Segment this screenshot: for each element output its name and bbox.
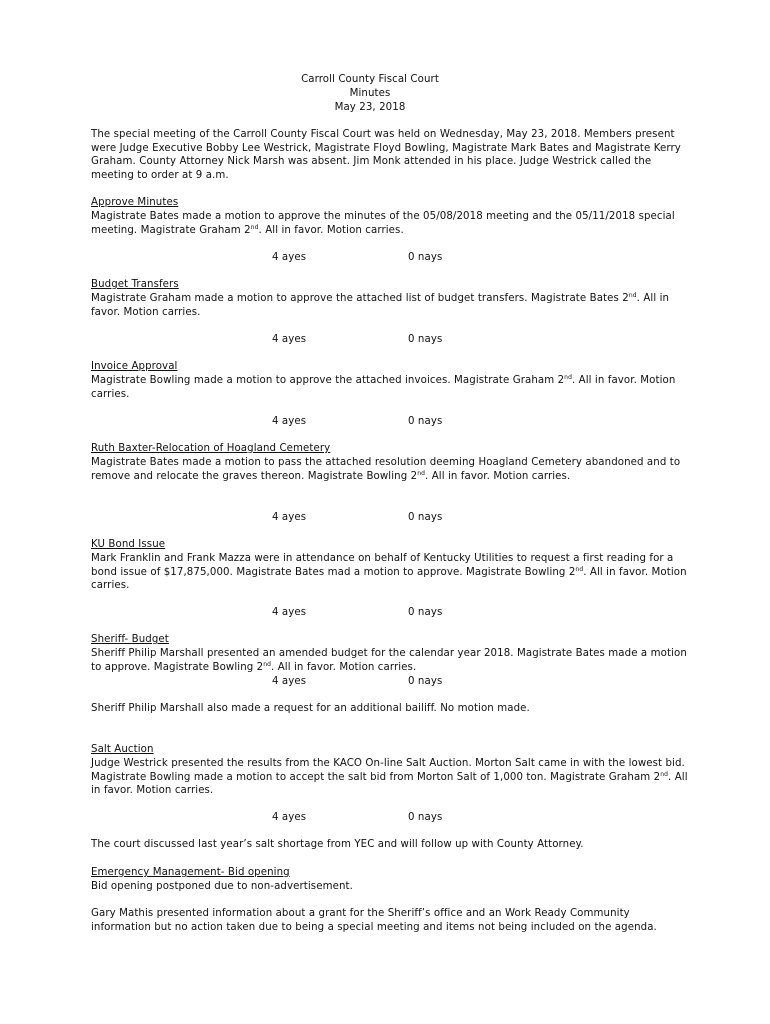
ayes-count: 4 ayes [272,812,307,823]
section-body-ku-bond [91,552,691,593]
grant-paragraph: Gary Mathis presented information about a grant for the Sheriff’s office and an Work Ready Community information but no action taken due to being a special meeting and items not being included on the agenda. [91,908,657,933]
section-heading-budget-transfers: Budget Transfers [91,279,179,290]
body-text-end: . All in favor. Motion carries. [258,224,404,236]
section-heading-invoice-approval: Invoice Approval [91,361,178,372]
ordinal-suffix: nd [250,223,259,231]
nays-count: 0 nays [408,812,443,823]
nays-count: 0 nays [408,252,443,263]
section-body-approve-minutes [91,210,691,237]
ordinal-suffix: nd [564,374,572,381]
ayes-count: 4 ayes [272,512,307,523]
section-heading-ku-bond: KU Bond Issue [91,539,166,550]
ordinal-suffix: nd [417,469,426,477]
header-subtitle: Minutes [349,88,391,99]
nays-count: 0 nays [408,676,443,687]
body-text-end: . All in favor. Motion carries. [91,293,670,318]
ordinal-suffix: nd [660,770,669,778]
body-text: Judge Westrick presented the results from the KACO On-line Salt Auction. Morton Salt came in with the lowest bid. Magistrate Bowling made a motion to accept the salt bid from Morton Salt of 1,000 ton. Magistrate Graham 2 [91,758,685,783]
section-body-emergency-management: Bid opening postponed due to non-advertisement. [91,881,353,892]
ayes-count: 4 ayes [272,676,307,687]
section-heading-salt-auction: Salt Auction [91,744,154,755]
ordinal-suffix: nd [575,565,584,573]
body-text-end: . All in favor. Motion carries. [91,771,688,797]
body-text-end: . All in favor. Motion carries. [91,566,687,592]
vote-tally [0,251,770,265]
vote-tally [0,675,770,689]
body-text: Magistrate Bates made a motion to pass the attached resolution deeming Hoagland Cemetery abandoned and to remove and relocate the graves thereon. Magistrate Bowling 2 [91,457,681,482]
body-text-end: . All in favor. Motion carries. [91,375,676,400]
nays-count: 0 nays [408,512,443,523]
salt-shortage-note: The court discussed last year’s salt shortage from YEC and will follow up with County Attorney. [91,839,584,850]
nays-count: 0 nays [408,607,443,618]
vote-tally [0,811,770,825]
ordinal-suffix: nd [628,292,637,299]
nays-count: 0 nays [408,416,443,427]
section-body-budget-transfers [91,292,691,319]
body-text: Magistrate Bowling made a motion to approve the attached invoices. Magistrate Graham 2 [91,375,565,386]
body-text: Magistrate Bates made a motion to approve the minutes of the 05/08/2018 meeting and the 05/11/2018 special meeting. Magistrate Graham 2 [91,211,675,236]
ordinal-suffix: nd [263,660,272,668]
document-header [0,73,740,115]
section-heading-approve-minutes: Approve Minutes [91,197,179,208]
body-text-end: . All in favor. Motion carries. [425,470,571,482]
vote-tally [0,333,770,347]
vote-tally [0,606,770,620]
intro-paragraph: The special meeting of the Carroll County Fiscal Court was held on Wednesday, May 23, 2018. Members present were Judge Executive Bobby Lee Westrick, Magistrate Floyd Bowling, Magistrate Mark Bates and Magistrate Kerry Graham. County Attorney Nick Marsh was absent. Jim Monk attended in his place. Judge Westrick called the meeting to order at 9 a.m. [91,129,681,181]
section-body-invoice-approval [91,374,691,401]
ayes-count: 4 ayes [272,334,307,345]
section-heading-sheriff-budget: Sheriff- Budget [91,634,169,645]
section-heading-emergency-management: Emergency Management- Bid opening [91,867,290,878]
section-body-ruth-baxter [91,456,691,483]
body-text: Sheriff Philip Marshall presented an amended budget for the calendar year 2018. Magistrate Bates made a motion to approve. Magistrate Bowling 2 [91,648,687,673]
header-title: Carroll County Fiscal Court [301,74,439,85]
body-text: Magistrate Graham made a motion to approve the attached list of budget transfers. Magistrate Bates 2 [91,293,629,304]
sheriff-bailiff-note: Sheriff Philip Marshall also made a request for an additional bailiff. No motion made. [91,703,530,714]
ayes-count: 4 ayes [272,252,307,263]
ayes-count: 4 ayes [272,416,307,427]
body-text: Mark Franklin and Frank Mazza were in attendance on behalf of Kentucky Utilities to request a first reading for a bond issue of $17,875,000. Magistrate Bates mad a motion to approve. Magistrate Bowling 2 [91,553,674,578]
section-body-sheriff-budget [91,647,691,674]
header-date: May 23, 2018 [334,102,406,113]
section-body-salt-auction [91,757,691,798]
body-text-end: . All in favor. Motion carries. [271,661,417,673]
ayes-count: 4 ayes [272,607,307,618]
vote-tally [0,415,770,429]
vote-tally [0,511,770,525]
section-heading-ruth-baxter: Ruth Baxter-Relocation of Hoagland Cemetery [91,443,331,454]
nays-count: 0 nays [408,334,443,345]
